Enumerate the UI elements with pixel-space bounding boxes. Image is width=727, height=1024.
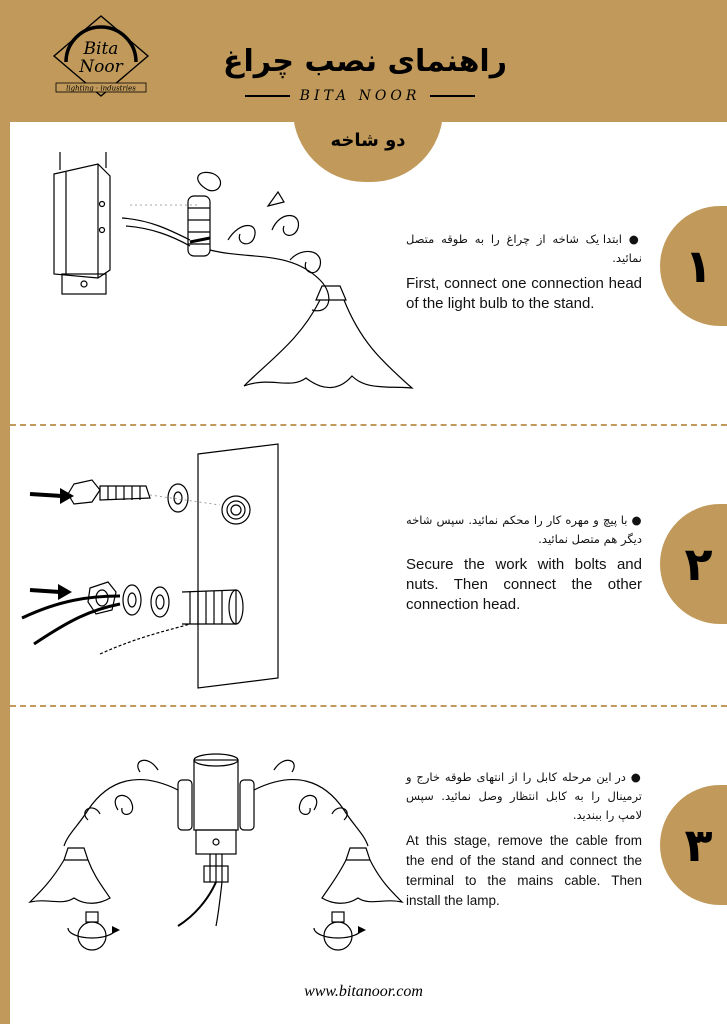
bita-noor-logo: [52, 14, 150, 98]
section-tab-label: دو شاخه: [330, 130, 406, 151]
subtitle-rule-right: [430, 95, 475, 97]
page-title-en: BITA NOOR: [299, 88, 421, 104]
step-2-text-fa: ● با پیچ و مهره کار را محکم نمائید. سپس شاخه دیگر هم متصل نمائید.: [406, 513, 642, 546]
svg-text:Bita: Bita: [83, 39, 119, 59]
svg-text:lighting · industries: lighting · industries: [66, 84, 136, 93]
step-divider: [10, 705, 727, 707]
step-3-illustration: [28, 750, 408, 970]
svg-text:Noor: Noor: [79, 57, 123, 77]
subtitle-rule-left: [245, 95, 290, 97]
step-number: ۲: [684, 537, 713, 591]
step-1-illustration: [40, 150, 420, 400]
step-number: ۱: [684, 239, 713, 293]
step-2-illustration: [20, 440, 290, 690]
step-3-text-fa: ● در این مرحله کابل را از انتهای طوقه خارج و ترمینال را به کابل انتظار وصل نمائید. سپس لامپ را ببندید.: [406, 770, 642, 822]
step-number: ۳: [684, 818, 713, 872]
page-subtitle: [245, 86, 475, 106]
step-divider: [10, 424, 727, 426]
step-1-text-fa: ● ابتدا یک شاخه از چراغ را به طوقه متصل نمائید.: [406, 232, 642, 265]
step-1-text-en: First, connect one connection head of the light bulb to the stand.: [406, 275, 642, 312]
step-2-text-en: Secure the work with bolts and nuts. Then connect the other connection head.: [406, 556, 642, 613]
step-3-text: [406, 768, 642, 911]
website-url[interactable]: www.bitanoor.com: [304, 983, 423, 1000]
page-title-fa: راهنمای نصب چراغ: [222, 44, 507, 79]
step-1-text: [406, 230, 642, 314]
step-2-text: [406, 511, 642, 615]
step-3-text-en: At this stage, remove the cable from the end of the stand and connect the terminal to the mains cable. Then install the lamp.: [406, 833, 642, 908]
